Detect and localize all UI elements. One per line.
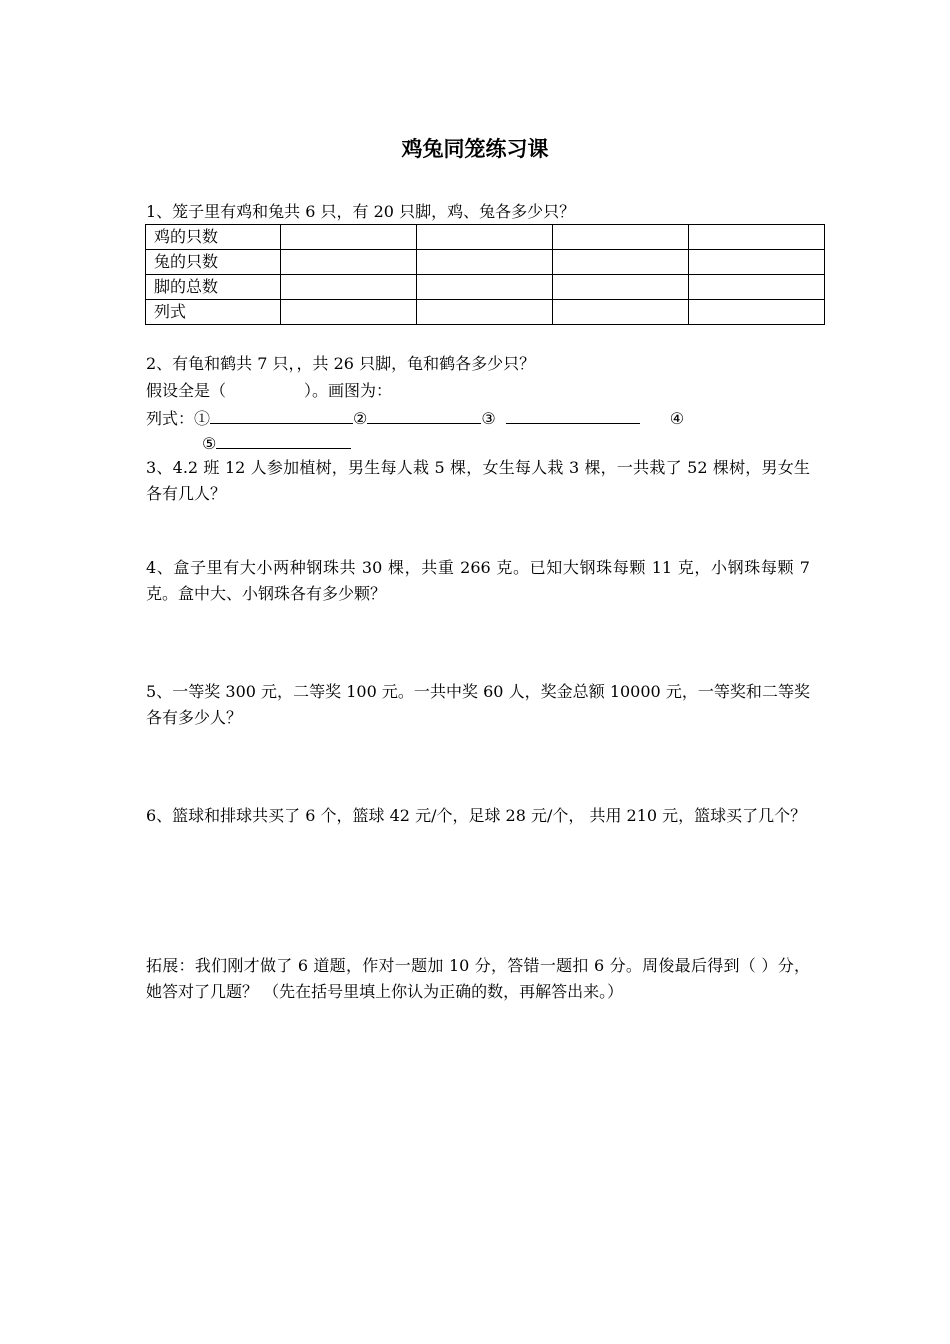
page-title: 鸡兔同笼练习课 xyxy=(401,136,549,161)
row-label-chickens: 鸡的只数 xyxy=(146,225,281,250)
mark-1: ① xyxy=(194,409,211,428)
assume-prefix: 假设全是（ xyxy=(146,381,227,400)
answer-cell[interactable] xyxy=(281,275,417,300)
row-label-rabbits: 兔的只数 xyxy=(146,250,281,275)
answer-cell[interactable] xyxy=(417,225,553,250)
table-row xyxy=(146,275,825,300)
answer-cell[interactable] xyxy=(281,225,417,250)
mark-2: ② xyxy=(353,409,368,428)
row-label-feet: 脚的总数 xyxy=(146,275,281,300)
formula-blank-1[interactable] xyxy=(210,405,353,424)
answer-cell[interactable] xyxy=(689,250,825,275)
answer-cell[interactable] xyxy=(689,300,825,325)
question-6-text: 6、篮球和排球共买了 6 个，篮球 42 元/个，足球 28 元/个， 共用 210 元，篮球买了几个？ xyxy=(146,806,807,825)
question-4-text: 4、盒子里有大小两种钢珠共 30 棵，共重 266 克。已知大钢珠每颗 11 克，小钢珠每颗 7 克。盒中大、小钢珠各有多少颗？ xyxy=(146,558,810,603)
answer-cell[interactable] xyxy=(553,275,689,300)
answer-cell[interactable] xyxy=(553,250,689,275)
question-5-text: 5、一等奖 300 元，二等奖 100 元。一共中奖 60 人，奖金总额 10000 元，一等奖和二等奖各有多少人？ xyxy=(146,682,810,727)
question-2-formula xyxy=(146,405,684,431)
answer-cell[interactable] xyxy=(417,250,553,275)
question-1-text: 1、笼子里有鸡和兔共 6 只，有 20 只脚，鸡、兔各多少只？ xyxy=(146,202,576,221)
mark-4: ④ xyxy=(669,409,685,428)
formula-blank-2[interactable] xyxy=(367,405,481,424)
table-row xyxy=(146,225,825,250)
table-row xyxy=(146,300,825,325)
answer-cell[interactable] xyxy=(417,275,553,300)
answer-cell[interactable] xyxy=(281,300,417,325)
answer-cell[interactable] xyxy=(281,250,417,275)
mark-3: ③ xyxy=(481,409,496,428)
assume-suffix: ）。画图为： xyxy=(304,381,393,400)
mark-5: ⑤ xyxy=(202,434,217,453)
answer-cell[interactable] xyxy=(689,225,825,250)
answer-cell[interactable] xyxy=(417,300,553,325)
table-row xyxy=(146,250,825,275)
question-2-assumption xyxy=(146,379,392,403)
formula-blank-5[interactable] xyxy=(216,430,351,449)
question-1-table xyxy=(145,224,825,325)
formula-blank-3[interactable] xyxy=(506,405,640,424)
row-label-formula: 列式 xyxy=(146,300,281,325)
question-2-text: 2、有龟和鹤共 7 只，，共 26 只脚，龟和鹤各多少只？ xyxy=(146,354,536,373)
answer-cell[interactable] xyxy=(689,275,825,300)
question-3-text: 3、4.2 班 12 人参加植树，男生每人栽 5 棵，女生每人栽 3 棵，一共栽了 52 棵树，男女生各有几人？ xyxy=(146,458,810,503)
answer-cell[interactable] xyxy=(553,300,689,325)
formula-label: 列式： xyxy=(146,409,195,428)
extension-question-text: 拓展：我们刚才做了 6 道题，作对一题加 10 分，答错一题扣 6 分。周俊最后得到（ ）分，她答对了几题？ （先在括号里填上你认为正确的数，再解答出来。） xyxy=(146,956,810,1001)
answer-cell[interactable] xyxy=(553,225,689,250)
question-2-formula-cont xyxy=(202,430,351,456)
